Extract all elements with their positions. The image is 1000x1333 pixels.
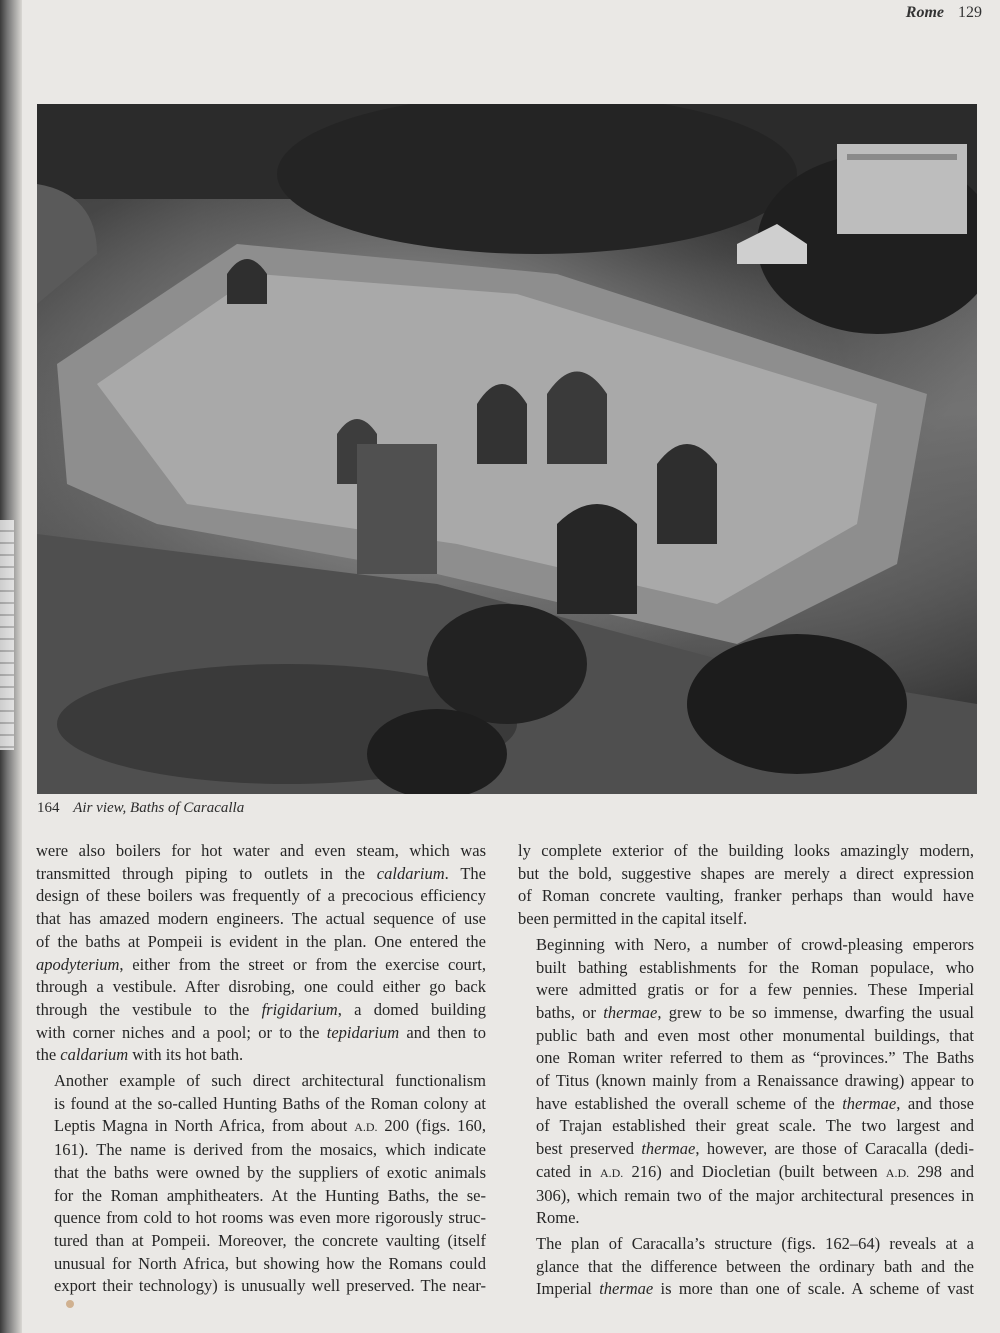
text-line: baths, or thermae, grew to be so immense, dwarfing the usual — [536, 1002, 975, 1022]
photo-tree-center — [427, 604, 587, 724]
text-line: ly complete exterior of the building looks amazingly modern, — [518, 841, 974, 860]
text-line: design of these boilers was frequently of a precocious efficiency — [36, 886, 486, 906]
adjacent-page-figure-strip — [0, 520, 14, 750]
text-line: tured than at Pompeii. Moreover, the concrete vaulting (itself — [54, 1230, 486, 1250]
left-column — [36, 840, 486, 1298]
figure-caption — [37, 800, 244, 817]
left-paragraph-2 — [36, 1070, 486, 1298]
text-line: of Trajan established their great scale. The two largest and — [536, 1116, 974, 1136]
photo-arch-2 — [547, 372, 607, 465]
text-line: transmitted through piping to outlets in the caldarium. The — [36, 863, 486, 883]
right-paragraph-3 — [518, 1233, 974, 1301]
photo-illustration — [37, 104, 977, 794]
photo-building-roofline — [847, 154, 957, 160]
photo-shadow-hall — [557, 504, 637, 614]
text-line: Beginning with Nero, a number of crowd-pleasing emperors — [536, 934, 974, 954]
figure-number: 164 — [37, 800, 60, 816]
right-column — [518, 840, 974, 1301]
text-line: 306), which remain two of the major architectural presences in — [536, 1185, 974, 1205]
running-header-title: Rome — [905, 4, 944, 21]
figure-caption-text: Air view, Baths of Caracalla — [73, 800, 245, 816]
paper-speck — [66, 1300, 74, 1308]
right-paragraph-1 — [518, 840, 974, 931]
photo-tree-right — [687, 634, 907, 774]
text-line: Rome. — [536, 1208, 580, 1228]
text-line: glance that the difference between the ordinary bath and the — [536, 1256, 974, 1276]
text-line: but the bold, suggestive shapes are merely a direct expression — [518, 863, 974, 883]
text-line: public bath and even most other monumental buildings, that — [536, 1025, 974, 1045]
photo-arch-5 — [657, 444, 717, 544]
aerial-photo-baths-of-caracalla — [37, 104, 977, 794]
left-paragraph-1 — [36, 840, 486, 1067]
text-line: quence from cold to hot rooms was even more rigorously struc- — [54, 1208, 486, 1228]
text-line: that has amazed modern engineers. The actual sequence of use — [36, 909, 486, 929]
text-line: the caldarium with its hot bath. — [36, 1045, 244, 1065]
running-header — [906, 4, 982, 22]
text-line: 161). The name is derived from the mosaics, which indicate — [54, 1140, 486, 1160]
text-line: cated in A.D. 216) and Diocletian (built between A.D. 298 and — [536, 1161, 975, 1181]
right-paragraph-2 — [518, 934, 974, 1230]
text-line: were admitted gratis or for a few pennies. These Imperial — [536, 980, 974, 1000]
text-line: is found at the so-called Hunting Baths of the Roman colony at — [54, 1093, 486, 1113]
text-line: The plan of Caracalla’s structure (figs. 162–64) reveals at a — [536, 1233, 974, 1253]
photo-scaffold — [357, 444, 437, 574]
text-line: for the Roman amphitheaters. At the Hunting Baths, the se- — [54, 1185, 486, 1205]
text-line: with corner niches and a pool; or to the tepidarium and then to — [36, 1022, 486, 1042]
text-line: of Titus (known mainly from a Renaissance drawing) appear to — [536, 1071, 974, 1091]
text-line: were also boilers for hot water and even steam, which was — [36, 841, 486, 860]
text-line: Another example of such direct architectural functionalism — [54, 1071, 486, 1091]
text-line: built bathing establishments for the Roman populace, who — [536, 957, 974, 977]
text-line: Leptis Magna in North Africa, from about A.D. 200 (figs. 160, — [54, 1116, 486, 1136]
text-line: unusual for North Africa, but showing how the Romans could — [54, 1253, 486, 1273]
text-line: of the baths at Pompeii is evident in the plan. One entered the — [36, 931, 486, 951]
text-line: been permitted in the capital itself. — [518, 909, 748, 929]
page-number: 129 — [958, 4, 982, 21]
text-line: export their technology) is unusually well preserved. The near- — [54, 1276, 486, 1296]
text-line: Imperial thermae is more than one of scale. A scheme of vast — [536, 1279, 974, 1299]
text-line: that the baths were owned by the suppliers of exotic animals — [54, 1162, 486, 1182]
text-line: one Roman writer referred to them as “provinces.” The Baths — [536, 1048, 974, 1068]
photo-arch-1 — [477, 384, 527, 464]
text-line: have established the overall scheme of the thermae, and those — [536, 1093, 975, 1113]
text-line: apodyterium, either from the street or from the exercise court, — [36, 954, 486, 974]
text-line: best preserved thermae, however, are those of Caracalla (dedi- — [536, 1139, 974, 1159]
photo-trees-top — [277, 104, 797, 254]
photo-track — [37, 184, 97, 304]
text-line: of Roman concrete vaulting, franker perhaps than would have — [518, 886, 974, 906]
text-line: through the vestibule to the frigidarium, a domed building — [36, 999, 486, 1019]
text-line: through a vestibule. After disrobing, one could either go back — [36, 977, 486, 997]
